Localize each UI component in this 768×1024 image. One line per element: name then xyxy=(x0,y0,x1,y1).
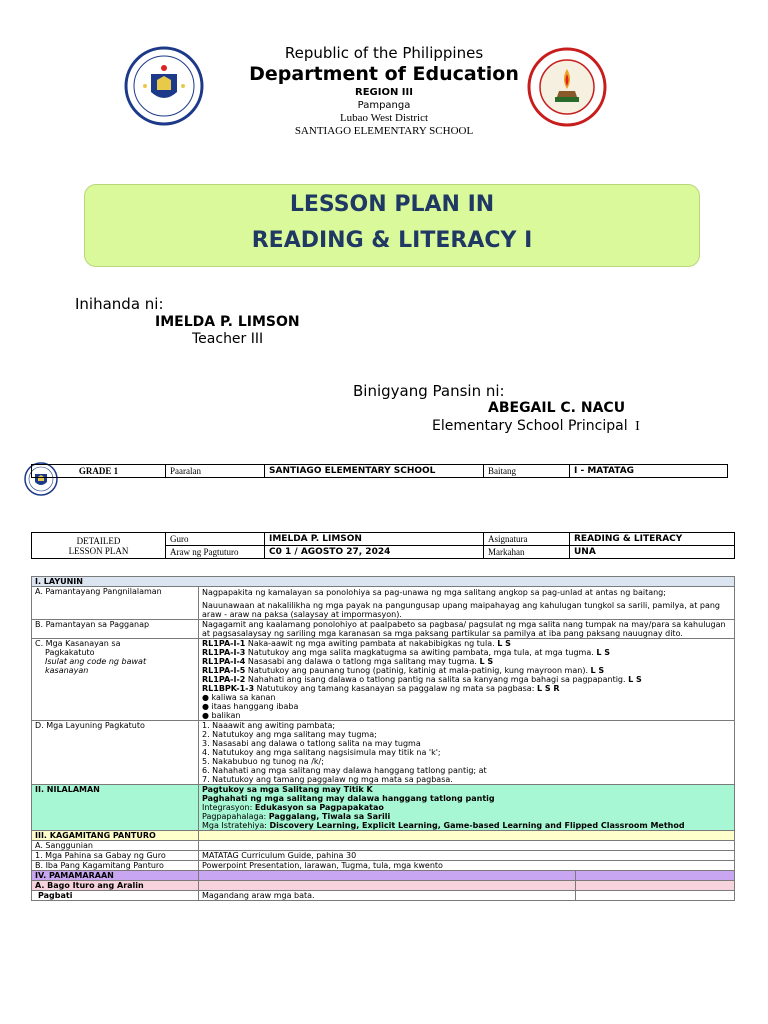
sanggunian-label: A. Sanggunian xyxy=(32,841,199,851)
nilalaman-content xyxy=(199,785,735,831)
school-label-cell: Paaralan xyxy=(166,465,265,478)
row-c-label-2: Pagkakatuto xyxy=(45,648,95,657)
row-layuning-pagkatuto xyxy=(32,721,735,785)
pagbati-value: Magandang araw mga bata. xyxy=(199,891,576,901)
republic-text: Republic of the Philippines xyxy=(284,44,484,62)
bullet-item: ● kaliwa sa kanan xyxy=(202,693,276,702)
prepared-position: Teacher III xyxy=(192,331,264,347)
bullet-icon: ● xyxy=(202,702,212,711)
layunin-heading: I. LAYUNIN xyxy=(32,577,735,587)
noted-name: ABEGAIL C. NACU xyxy=(488,400,626,416)
objective-item: 4. Natutukoy ang mga salitang nagsisimula may titik na 'k'; xyxy=(202,748,441,757)
noted-label: Binigyang Pansin ni: xyxy=(353,382,505,400)
row-pamantayang-pangnilalaman xyxy=(32,587,735,620)
row-pagbati xyxy=(32,891,735,901)
nilalaman-pagpapahalaga: Pagpapahalaga: Paggalang, Tiwala sa Sarili xyxy=(202,812,391,821)
quarter-label-cell: Markahan xyxy=(484,546,570,559)
grade-cell: GRADE 1 xyxy=(32,465,166,478)
pagbati-label: Pagbati xyxy=(32,891,199,901)
pamamaraan-heading: IV. PAMAMARAAN xyxy=(32,871,199,881)
nilalaman-heading: II. NILALAMAN xyxy=(32,785,199,831)
row-c-label-3: Isulat ang code ng bawat xyxy=(45,657,147,666)
objective-item: 1. Naaawit ang awiting pambata; xyxy=(202,721,336,730)
prepared-label: Inihanda ni: xyxy=(75,295,164,313)
bago-ituro-row xyxy=(32,881,735,891)
bago-ituro-heading: A. Bago Ituro ang Aralin xyxy=(32,881,199,891)
row-c-label-4: kasanayan xyxy=(45,666,89,675)
competency-item: RL1BPK-1-3 Natutukoy ang tamang kasanayan sa paggalaw ng mata sa pagbasa: L S R xyxy=(202,684,560,693)
pamamaraan-header-row xyxy=(32,871,735,881)
noted-position-text: Elementary School Principal xyxy=(432,418,628,434)
objective-item: 2. Natutukoy ang mga salitang may tugma; xyxy=(202,730,377,739)
teacher-value-cell: IMELDA P. LIMSON xyxy=(265,533,484,546)
department-text: Department of Education xyxy=(249,63,519,85)
row-c-label-1: C. Mga Kasanayan sa xyxy=(35,639,121,648)
row-iba-pang-kagamitan xyxy=(32,861,735,871)
row-a-label: A. Pamantayang Pangnilalaman xyxy=(32,587,199,620)
row-b-label: B. Pamantayan sa Pagganap xyxy=(32,620,199,639)
row-c-label xyxy=(32,639,199,721)
subject-value-cell: READING & LITERACY xyxy=(570,533,735,546)
row-d-label: D. Mga Layuning Pagkatuto xyxy=(32,721,199,785)
row-d-content xyxy=(199,721,735,785)
pahina-label: 1. Mga Pahina sa Gabay ng Guro xyxy=(32,851,199,861)
kagamitan-heading: III. KAGAMITANG PANTURO xyxy=(32,831,199,841)
detailed-text: DETAILED xyxy=(76,535,121,546)
bullet-icon: ● xyxy=(202,693,212,702)
detailed-lesson-plan-cell xyxy=(32,533,166,559)
row-pahina xyxy=(32,851,735,861)
objective-item: 7. Natutukoy ang tamang paggalaw ng mga mata sa pagbasa. xyxy=(202,775,453,784)
nilalaman-integrasyon: Integrasyon: Edukasyon sa Pagpapakatao xyxy=(202,803,384,812)
district-text: Lubao West District xyxy=(339,112,429,124)
noted-position-suffix: I xyxy=(635,419,640,434)
row-pamantayan-pagganap xyxy=(32,620,735,639)
bullet-icon: ● xyxy=(202,711,212,720)
layunin-header-row xyxy=(32,577,735,587)
lesson-plan-table xyxy=(31,576,735,901)
row-a-text-1: Nagpapakita ng kamalayan sa ponolohiya sa pag-unawa ng mga salitang angkop sa pag-unlad at antas ng baitang; xyxy=(202,588,666,597)
school-value-cell: SANTIAGO ELEMENTARY SCHOOL xyxy=(265,465,484,478)
level-label-cell: Baitang xyxy=(484,465,570,478)
quarter-value-cell: UNA xyxy=(570,546,735,559)
teacher-label-cell: Guro xyxy=(166,533,265,546)
competency-item: RL1PA-I-4 Nasasabi ang dalawa o tatlong mga salitang may tugma. L S xyxy=(202,657,494,666)
level-value-cell: I - MATATAG xyxy=(570,465,728,478)
subject-label-cell: Asignatura xyxy=(484,533,570,546)
objective-item: 6. Nahahati ang mga salitang may dalawa hanggang tatlong pantig; at xyxy=(202,766,487,775)
competency-item: RL1PA-I-1 Naka-aawit ng mga awiting pambata at nakabibigkas ng tula. L S xyxy=(202,639,511,648)
bullet-item: ● itaas hanggang ibaba xyxy=(202,702,299,711)
row-nilalaman xyxy=(32,785,735,831)
lesson-plan-text: LESSON PLAN xyxy=(68,545,129,556)
competency-item: RL1PA-I-2 Nahahati ang isang dalawa o tatlong pantig na salita sa kanyang mga bahagi sa pagpapantig. L S xyxy=(202,675,642,684)
row-b-text: Nagagamit ang kaalamang ponolohiyo at paalpabeto sa pagbasa/ pagsulat ng mga salita nang tumpak na may/para sa kahulugan at pagsasalaysay ng sariling mga karanasan sa mga paksang partikular sa pamilya at iba pang paksang nauugnay dito. xyxy=(199,620,735,639)
bullet-item: ● balikan xyxy=(202,711,241,720)
prepared-name: IMELDA P. LIMSON xyxy=(155,314,300,330)
title-line-1: LESSON PLAN IN xyxy=(289,192,495,217)
row-c-content xyxy=(199,639,735,721)
pahina-value: MATATAG Curriculum Guide, pahina 30 xyxy=(199,851,735,861)
row-kasanayan xyxy=(32,639,735,721)
competency-item: RL1PA-I-3 Natutukoy ang mga salita magkatugma sa awiting pambata, mga tula, at mga tugma. L S xyxy=(202,648,610,657)
nilalaman-line-1: Pagtukoy sa mga Salitang may Titik K xyxy=(202,785,373,794)
date-label-cell: Araw ng Pagtuturo xyxy=(166,546,265,559)
competency-item: RL1PA-I-5 Natutukoy ang paunang tunog (patinig, katinig at mala-patinig, kung mayroon man). L S xyxy=(202,666,605,675)
lesson-title-box xyxy=(84,184,700,267)
school-text: SANTIAGO ELEMENTARY SCHOOL xyxy=(294,125,474,137)
row-sanggunian xyxy=(32,841,735,851)
noted-position xyxy=(432,418,640,435)
info-table-teacher xyxy=(31,532,735,559)
region-text: REGION III xyxy=(355,87,413,98)
province-text: Pampanga xyxy=(357,100,411,111)
nilalaman-line-2: Paghahati ng mga salitang may dalawa hanggang tatlong pantig xyxy=(202,794,495,803)
info-table-grade xyxy=(31,464,728,478)
iba-label: B. Iba Pang Kagamitang Panturo xyxy=(32,861,199,871)
iba-value: Powerpoint Presentation, larawan, Tugma, tula, mga kwento xyxy=(199,861,735,871)
nilalaman-istratehiya: Mga Istratehiya: Discovery Learning, Explicit Learning, Game-based Learning and Flipped Classroom Method xyxy=(202,821,685,830)
kagamitan-header-row xyxy=(32,831,735,841)
row-a-text-2: Nauunawaan at nakalilikha ng mga payak na pangungusap upang maipahayag ang kahulugan tungkol sa sarili, pamilya, at pang araw - araw na paksa (salaysay at impormasyon). xyxy=(202,601,721,619)
row-a-content xyxy=(199,587,735,620)
objective-item: 5. Nakabubuo ng tunog na /k/; xyxy=(202,757,324,766)
date-value-cell: C0 1 / AGOSTO 27, 2024 xyxy=(265,546,484,559)
title-line-2: READING & LITERACY I xyxy=(251,228,533,253)
objective-item: 3. Nasasabi ang dalawa o tatlong salita na may tugma xyxy=(202,739,421,748)
